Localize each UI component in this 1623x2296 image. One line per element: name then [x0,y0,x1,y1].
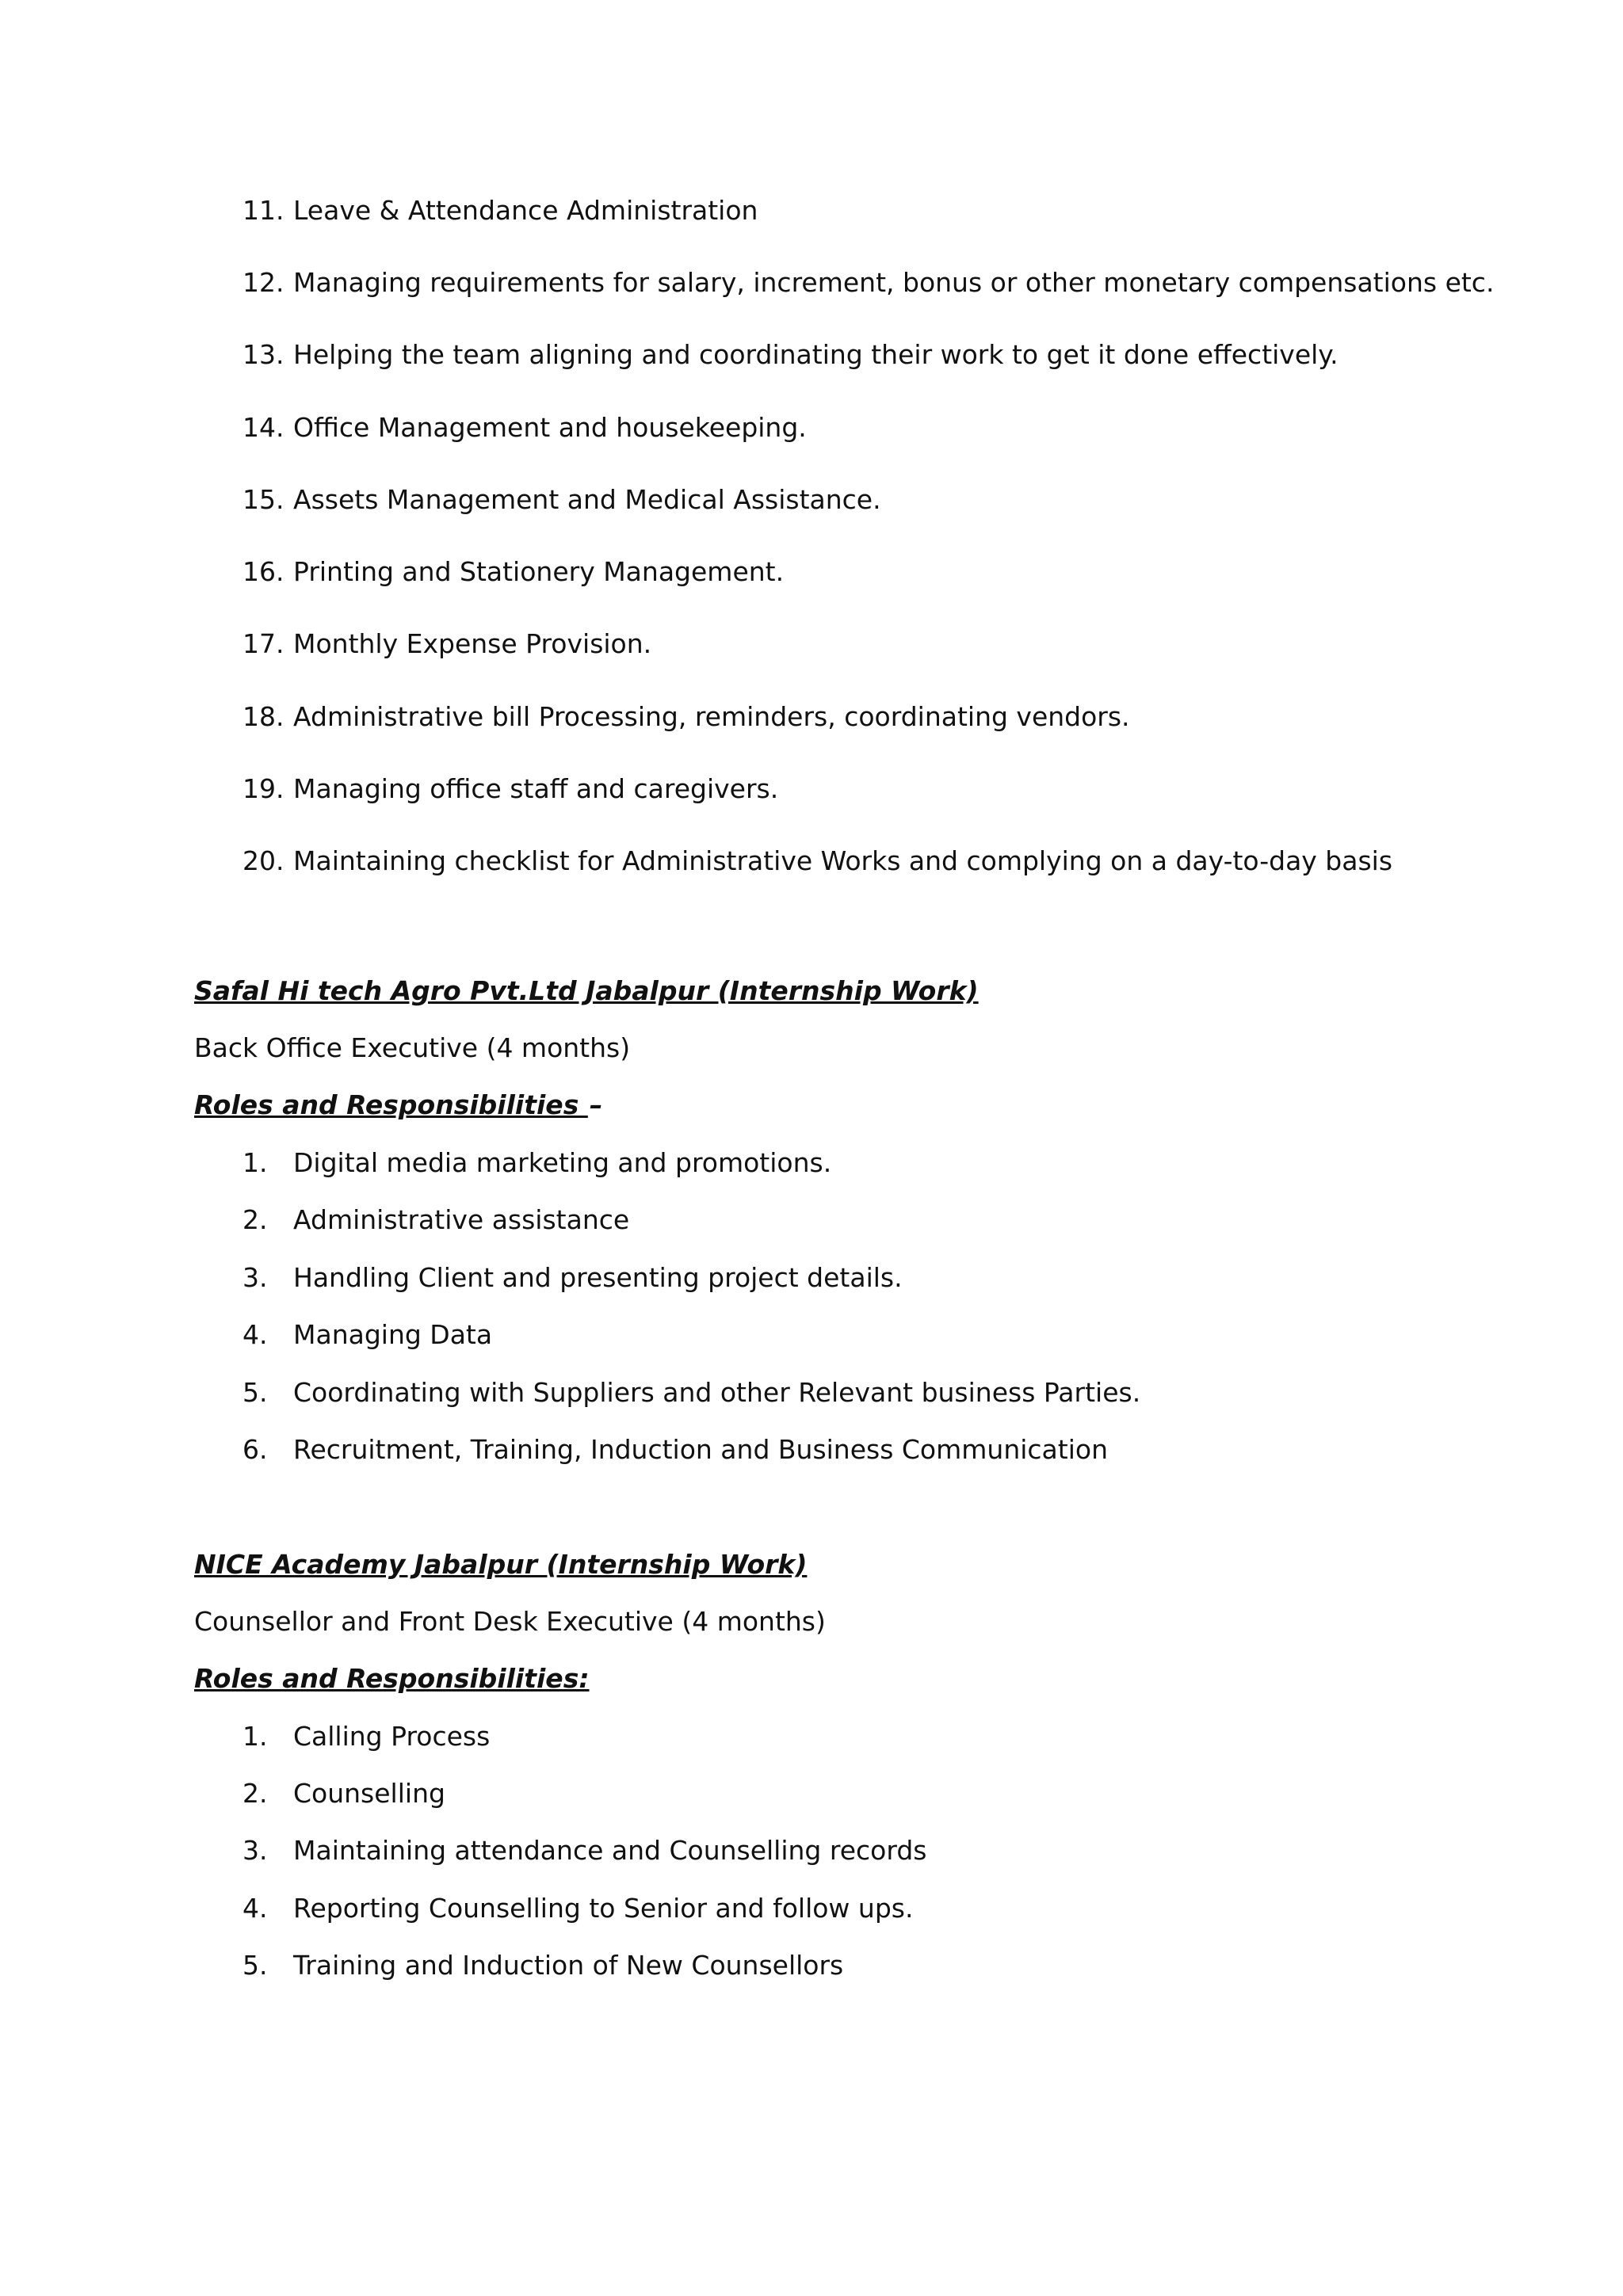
nice-roles-heading: Roles and Responsibilities: [194,1663,590,1694]
list-item-number: 6. [242,1434,268,1465]
list-item-text: Training and Induction of New Counsellors [293,1950,844,1981]
list-item-text: Administrative bill Processing, reminders, coordinating vendors. [293,701,1130,732]
safal-company-heading: Safal Hi tech Agro Pvt.Ltd Jabalpur (Internship Work) [194,975,979,1006]
list-item-text: Office Management and housekeeping. [293,412,807,443]
list-item-text: Reporting Counselling to Senior and follow ups. [293,1893,914,1924]
list-item-text: Managing Data [293,1319,493,1350]
list-item-number: 13. [242,339,285,370]
safal-roles-heading-text: Roles and Responsibilities [194,1089,588,1120]
safal-role: Back Office Executive (4 months) [194,1032,631,1063]
list-item-number: 16. [242,556,285,587]
list-item-text: Maintaining attendance and Counselling records [293,1835,927,1866]
safal-roles-heading-dash: – [589,1089,603,1120]
list-item-text: Leave & Attendance Administration [293,195,758,226]
list-item-number: 20. [242,845,285,876]
list-item-text: Handling Client and presenting project details. [293,1262,903,1293]
list-item-number: 12. [242,267,285,298]
list-item-number: 11. [242,195,285,226]
list-item-number: 19. [242,773,285,804]
list-item-text: Helping the team aligning and coordinating their work to get it done effectively. [293,339,1338,370]
list-item-number: 3. [242,1262,268,1293]
list-item-text: Managing office staff and caregivers. [293,773,779,804]
list-item-number: 2. [242,1778,268,1809]
list-item-text: Assets Management and Medical Assistance. [293,484,881,515]
list-item-text: Printing and Stationery Management. [293,556,785,587]
list-item-number: 1. [242,1147,268,1178]
list-item-text: Coordinating with Suppliers and other Relevant business Parties. [293,1377,1141,1408]
list-item-text: Calling Process [293,1721,491,1752]
list-item-text: Administrative assistance [293,1204,630,1235]
list-item-text: Managing requirements for salary, increment, bonus or other monetary compensations etc. [293,267,1495,298]
list-item-number: 1. [242,1721,268,1752]
list-item-text: Digital media marketing and promotions. [293,1147,832,1178]
nice-role: Counsellor and Front Desk Executive (4 months) [194,1606,826,1637]
list-item-number: 4. [242,1893,268,1924]
nice-company-heading: NICE Academy Jabalpur (Internship Work) [194,1549,808,1580]
list-item-number: 2. [242,1204,268,1235]
list-item-number: 3. [242,1835,268,1866]
list-item-number: 4. [242,1319,268,1350]
list-item-text: Recruitment, Training, Induction and Business Communication [293,1434,1108,1465]
list-item-text: Counselling [293,1778,445,1809]
list-item-number: 17. [242,628,285,659]
list-item-number: 14. [242,412,285,443]
list-item-number: 5. [242,1950,268,1981]
list-item-number: 15. [242,484,285,515]
list-item-number: 18. [242,701,285,732]
list-item-number: 5. [242,1377,268,1408]
safal-roles-heading [194,1089,602,1121]
list-item-text: Maintaining checklist for Administrative Works and complying on a day-to-day basis [293,845,1393,876]
list-item-text: Monthly Expense Provision. [293,628,652,659]
